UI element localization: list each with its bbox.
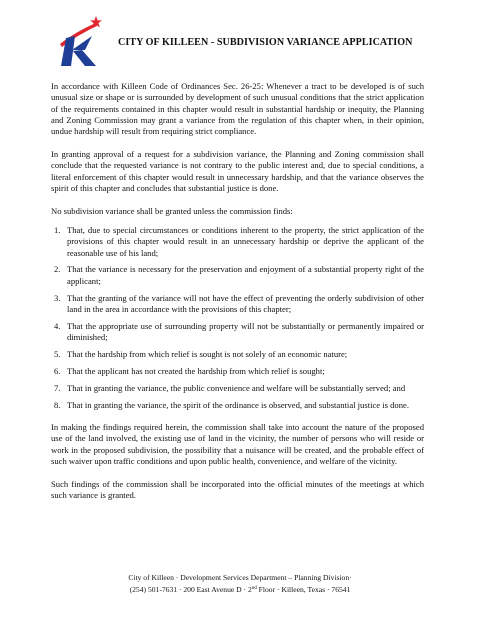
finding-text: That the appropriate use of surrounding property will not be substantially or permanently impaired or diminished; <box>67 320 424 343</box>
page-title: CITY OF KILLEEN - SUBDIVISION VARIANCE APPLICATION <box>118 37 413 48</box>
page-footer <box>0 572 480 595</box>
no-variance-paragraph: No subdivision variance shall be granted unless the commission finds: <box>51 205 293 216</box>
finding-text: That the granting of the variance will not have the effect of preventing the orderly subdivision of other land in the area in accordance with the provisions of this chapter; <box>67 292 424 314</box>
finding-number: 7. <box>54 382 61 393</box>
footer-department-line: City of Killeen · Development Services Department – Planning Division· <box>128 573 352 582</box>
finding-number: 6. <box>54 365 61 376</box>
footer-address-rest: Floor · Killeen, Texas · 76541 <box>256 585 351 594</box>
finding-item-7 <box>51 383 424 394</box>
footer-address-line <box>0 583 480 595</box>
findings-list <box>51 225 424 411</box>
logo-k-arm <box>72 36 92 50</box>
finding-number: 1. <box>54 224 61 235</box>
logo-k-leg <box>73 50 96 66</box>
finding-text: That in granting the variance, the public convenience and welfare will be substantially served; and <box>67 382 406 393</box>
footer-address-sup: nd <box>251 586 257 591</box>
finding-text: That the variance is necessary for the preservation and enjoyment of a substantial property right of the applicant; <box>67 264 424 286</box>
finding-number: 8. <box>54 399 61 410</box>
finding-item-8 <box>51 400 424 411</box>
footer-address-part: (254) 501-7631 · 200 East Avenue D · 2 <box>129 585 252 594</box>
finding-item-1 <box>51 225 424 259</box>
finding-item-2 <box>51 264 424 287</box>
granting-paragraph: In granting approval of a request for a subdivision variance, the Planning and Zoning commission shall conclude that the requested variance is not contrary to the public interest and, due to special conditions, a literal enforcement of this chapter would result in unnecessary hardship, and that the variance observes the spirit of this chapter and concludes that substantial justice is done. <box>51 148 424 193</box>
intro-paragraph: In accordance with Killeen Code of Ordinances Sec. 26-25: Whenever a tract to be developed is of such unusual size or shape or is surrounded by development of such unusual conditions that the strict application of the requirements contained in this chapter would result in substantial hardship or inequity, the Planning and Zoning Commission may grant a variance from the regulation of this chapter when, in their opinion, undue hardship will result from requiring strict compliance. <box>51 81 424 137</box>
finding-item-4 <box>51 321 424 344</box>
making-findings-paragraph: In making the findings required herein, the commission shall take into account the nature of the proposed use of the land involved, the existing use of land in the vicinity, the number of persons who will reside or work in the proposed subdivision, the possibility that a nuisance will be created, and the probable effect of such waiver upon traffic conditions and upon public health, convenience, and welfare of the vicinity. <box>51 421 424 466</box>
finding-text: That the applicant has not created the hardship from which relief is sought; <box>67 365 325 376</box>
finding-number: 5. <box>54 349 61 360</box>
document-body <box>51 81 424 513</box>
logo-k-stem <box>61 36 75 66</box>
finding-item-3 <box>51 293 424 316</box>
minutes-paragraph: Such findings of the commission shall be incorporated into the official minutes of the meetings at which such variance is granted. <box>51 478 424 500</box>
finding-text: That the hardship from which relief is sought is not solely of an economic nature; <box>67 349 348 360</box>
finding-item-6 <box>51 366 424 377</box>
finding-item-5 <box>51 349 424 360</box>
finding-text: That in granting the variance, the spirit of the ordinance is observed, and substantial justice is done. <box>67 399 409 410</box>
city-of-killeen-logo <box>52 14 106 68</box>
finding-text: That, due to special circumstances or conditions inherent to the property, the strict application of the provisions of this chapter would result in an unnecessary hardship or deprive the applicant of the reasonable use of his land; <box>67 224 424 258</box>
finding-number: 3. <box>54 292 61 303</box>
finding-number: 2. <box>54 264 61 275</box>
finding-number: 4. <box>54 320 61 331</box>
